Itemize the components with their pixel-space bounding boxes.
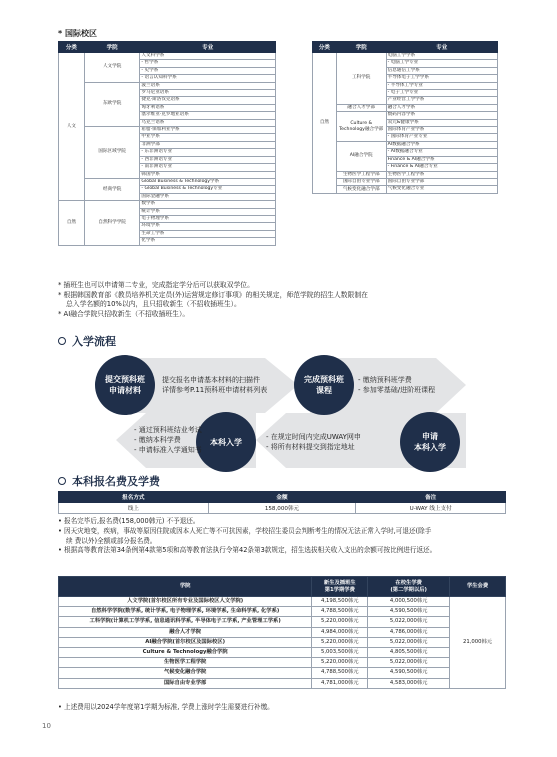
note-line: * 根据韩国教育部《教员培养机关定员(外)运营规定修订事项》的相关规定，师范学院的招生人数限制在	[58, 290, 368, 299]
major-cell: Global Business & Technology学系	[140, 178, 276, 185]
college-cell: AI融合学院(首尔校区及国际校区)	[59, 637, 312, 647]
major-cell: 双元&健康学系	[386, 119, 497, 126]
major-cell: 融合人才学系	[386, 104, 497, 111]
major-cell: Finance & AI融合学系	[386, 156, 497, 163]
major-cell: 数码内容学系	[386, 112, 497, 119]
table-row	[59, 668, 506, 678]
enrolled-fee-cell: 5,022,000韩元	[368, 617, 450, 627]
major-cell: 化学系	[140, 238, 276, 245]
table-row	[59, 627, 506, 637]
notes-fees: • 报名完毕后,报名费(158,000韩元) 不予退还。 • 因天灾地变，疾病，事故等原因住院或因本人死亡等不可抗因素，学校招生委员会判断考生的情况无法正常入学时,可退还(除手 续 费以外)全额或部分报名费。 • 根据高等教育法第34条例第4款第5项和高等教育法执行令第42条第3款规定，招生选拔相关收入支出的余额可按比例进行返还。	[58, 517, 437, 555]
major-cell: 希腊·保加利亚学系	[140, 127, 276, 134]
step2-circle: 完成预科班 课程	[294, 355, 354, 415]
page-number: 10	[42, 722, 51, 730]
note-line: * 插班生也可以申请第二专业，完成指定学分后可以获取双学位。	[58, 281, 254, 289]
step4-desc: - 通过预科班结业考试 - 缴纳本科学费 - 申请标准入学通知书	[134, 426, 202, 454]
major-cell: 捷克·斯洛伐克语系	[140, 97, 276, 104]
new-student-fee-cell: 5,220,000韩元	[312, 617, 368, 627]
step2-desc: - 缴纳预科班学费 - 参加零基础/进阶班课程	[358, 376, 436, 394]
step4-circle: 本科入学	[196, 412, 256, 472]
college-cell: 融合人才学部	[336, 104, 386, 111]
enrolled-fee-cell: 5,022,000韩元	[368, 658, 450, 668]
table-row	[59, 503, 506, 514]
new-student-fee-cell: 5,220,000韩元	[312, 658, 368, 668]
major-cell: - Global Business & Technology专业	[140, 186, 276, 193]
enrolled-fee-cell: 4,590,500韩元	[368, 607, 450, 617]
col-header: 学生会费	[450, 577, 506, 597]
major-cell: - 南非洲语专业	[140, 164, 276, 171]
college-cell: 人文学院(首尔校区所有专业及国际校区人文学院)	[59, 597, 312, 607]
remark-cell: U-WAY 线上支付	[356, 503, 506, 514]
ring-bullet-icon	[58, 477, 66, 485]
fees-heading: 本科报名费及学费	[58, 473, 160, 489]
category-cell: 人文	[59, 53, 85, 201]
step1-desc: 提交报名申请基本材料的扫描件 详情参考P.11预科班申请材料列表	[162, 376, 268, 394]
new-student-fee-cell: 5,220,000韩元	[312, 637, 368, 647]
category-cell: 自然	[59, 201, 85, 245]
col-header: 学院	[59, 577, 312, 597]
major-cell: 环境学系	[140, 223, 276, 230]
col-header: 专业	[140, 42, 276, 53]
enrolled-fee-cell: 4,583,000韩元	[368, 678, 450, 688]
major-cell: 数学系	[140, 201, 276, 208]
table-row	[59, 617, 506, 627]
college-cell: 自然科学学院	[84, 201, 140, 245]
college-cell: 东欧学院	[84, 82, 140, 126]
college-cell: Culture & Technology融合学院	[59, 647, 312, 657]
college-cell: 国际自由专业学部	[59, 678, 312, 688]
college-cell: 融合人才学院	[59, 627, 312, 637]
col-header: 学院	[84, 42, 140, 53]
category-cell: 自然	[313, 53, 337, 194]
major-cell: - 国际体育产业专业	[386, 134, 497, 141]
table-row	[59, 658, 506, 668]
major-cell: - 电脑工学专业	[386, 60, 497, 67]
enrolled-fee-cell: 4,805,500韩元	[368, 647, 450, 657]
new-student-fee-cell: 4,198,500韩元	[312, 597, 368, 607]
step3-desc: - 在规定时间内完成UWAY网申 - 将所有材料提交到指定地址	[266, 433, 361, 451]
major-cell: 韩国学系	[140, 171, 276, 178]
major-cell: - Finance & AI融合专业	[386, 164, 497, 171]
step3-circle: 申请 本科入学	[400, 412, 460, 472]
major-cell: - 西非洲语专业	[140, 156, 276, 163]
new-student-fee-cell: 4,781,000韩元	[312, 678, 368, 688]
major-cell: - 东非洲语专业	[140, 149, 276, 156]
col-header: 备注	[356, 492, 506, 503]
major-cell: - 电子工学专业	[386, 90, 497, 97]
college-cell: 生物医学工程学院	[59, 658, 312, 668]
college-cell: Culture & Technology融合学部	[336, 112, 386, 142]
major-cell: 半导体电子工学学系	[386, 75, 497, 82]
col-header: 在校生学费 (第二学期以后)	[368, 577, 450, 597]
col-header: 分类	[313, 42, 337, 53]
tuition-table	[58, 576, 506, 689]
major-cell: 塞尔维亚·克罗地亚语系	[140, 112, 276, 119]
application-fee-table	[58, 491, 506, 514]
college-cell: 人文学院	[84, 53, 140, 83]
major-cell: 波兰语系	[140, 82, 276, 89]
student-union-fee-cell: 21,000韩元	[450, 597, 506, 689]
major-cell: 电子物理学系	[140, 215, 276, 222]
college-cell: 自然科学学院(数学系, 统计学系, 电子物理学系, 环境学系, 生命科学系, 化学系)	[59, 607, 312, 617]
college-cell: 国际自由专业学部	[336, 178, 386, 185]
major-cell: 非洲学部	[140, 141, 276, 148]
col-header: 金额	[208, 492, 356, 503]
major-cell: 产业经营工学学系	[386, 97, 497, 104]
table-row	[59, 597, 506, 607]
major-cell: 匈牙利语系	[140, 104, 276, 111]
major-cell: - AI数据融合专业	[386, 149, 497, 156]
college-cell: 气候变化融合学院	[59, 668, 312, 678]
major-cell: - 哲学系	[140, 60, 276, 67]
college-cell: 工科学院	[336, 53, 386, 105]
enrolled-fee-cell: 4,590,500韩元	[368, 668, 450, 678]
major-cell: 生命工学系	[140, 230, 276, 237]
flow-heading: 入学流程	[58, 333, 116, 349]
enrolled-fee-cell: 4,786,000韩元	[368, 627, 450, 637]
enrolled-fee-cell: 5,022,000韩元	[368, 637, 450, 647]
table-row	[59, 647, 506, 657]
col-header: 学院	[336, 42, 386, 53]
college-cell: 经商学院	[84, 178, 140, 200]
table-row	[59, 637, 506, 647]
major-cell: 国际自由专业学部	[386, 178, 497, 185]
college-cell: AI融合学院	[336, 141, 386, 171]
major-cell: 生物医学工程学系	[386, 171, 497, 178]
step1-circle: 提交预科班 申请材料	[95, 355, 155, 415]
major-cell: - 史学系	[140, 67, 276, 74]
major-cell: 统计学系	[140, 208, 276, 215]
col-header: 分类	[59, 42, 85, 53]
section-label: * 国际校区	[58, 29, 97, 38]
major-cell: 乌克兰语系	[140, 119, 276, 126]
major-cell: 中亚学系	[140, 134, 276, 141]
table-row	[59, 678, 506, 688]
new-student-fee-cell: 5,003,500韩元	[312, 647, 368, 657]
col-header: 专业	[386, 42, 497, 53]
col-header: 新生及插班生 第1学期学费	[312, 577, 368, 597]
note-line: * AI融合学院只招收新生（不招收插班生）。	[58, 309, 190, 318]
tuition-footer-note: • 上述费用以2024学年度第1学期为标准, 学费上涨时学生需要进行补缴。	[58, 703, 274, 711]
major-cell: 信息通信工学系	[386, 67, 497, 74]
new-student-fee-cell: 4,788,500韩元	[312, 668, 368, 678]
col-header: 报名方式	[59, 492, 209, 503]
major-cell: - 半导体工学专业	[386, 82, 497, 89]
enrolled-fee-cell: 4,000,500韩元	[368, 597, 450, 607]
major-cell: 国际体育产业学系	[386, 127, 497, 134]
amount-cell: 158,000韩元	[208, 503, 356, 514]
college-cell: 工科学院(计算机工学学系, 信息通讯科学系, 半导体电子工学系, 产业管理工学系)	[59, 617, 312, 627]
major-cell: AI数据融合学系	[386, 141, 497, 148]
new-student-fee-cell: 4,788,500韩元	[312, 607, 368, 617]
college-cell: 气候变化融合学部	[336, 186, 386, 193]
major-cell: 电脑工学学系	[386, 53, 497, 60]
major-cell: 罗马尼亚语系	[140, 90, 276, 97]
table-row	[59, 607, 506, 617]
major-cell: 人文科学系	[140, 53, 276, 60]
note-line: 总入学名额的10%以内，且只招收新生（不招收插班生）。	[66, 300, 241, 309]
major-cell: 国际金融学系	[140, 193, 276, 200]
college-cell: 国际区域学院	[84, 127, 140, 179]
new-student-fee-cell: 4,984,000韩元	[312, 627, 368, 637]
method-cell: 线上	[59, 503, 209, 514]
college-cell: 生物医学工程学部	[336, 171, 386, 178]
major-cell: 气候变化融合专业	[386, 186, 497, 193]
major-cell: - 语言认知科学系	[140, 75, 276, 82]
